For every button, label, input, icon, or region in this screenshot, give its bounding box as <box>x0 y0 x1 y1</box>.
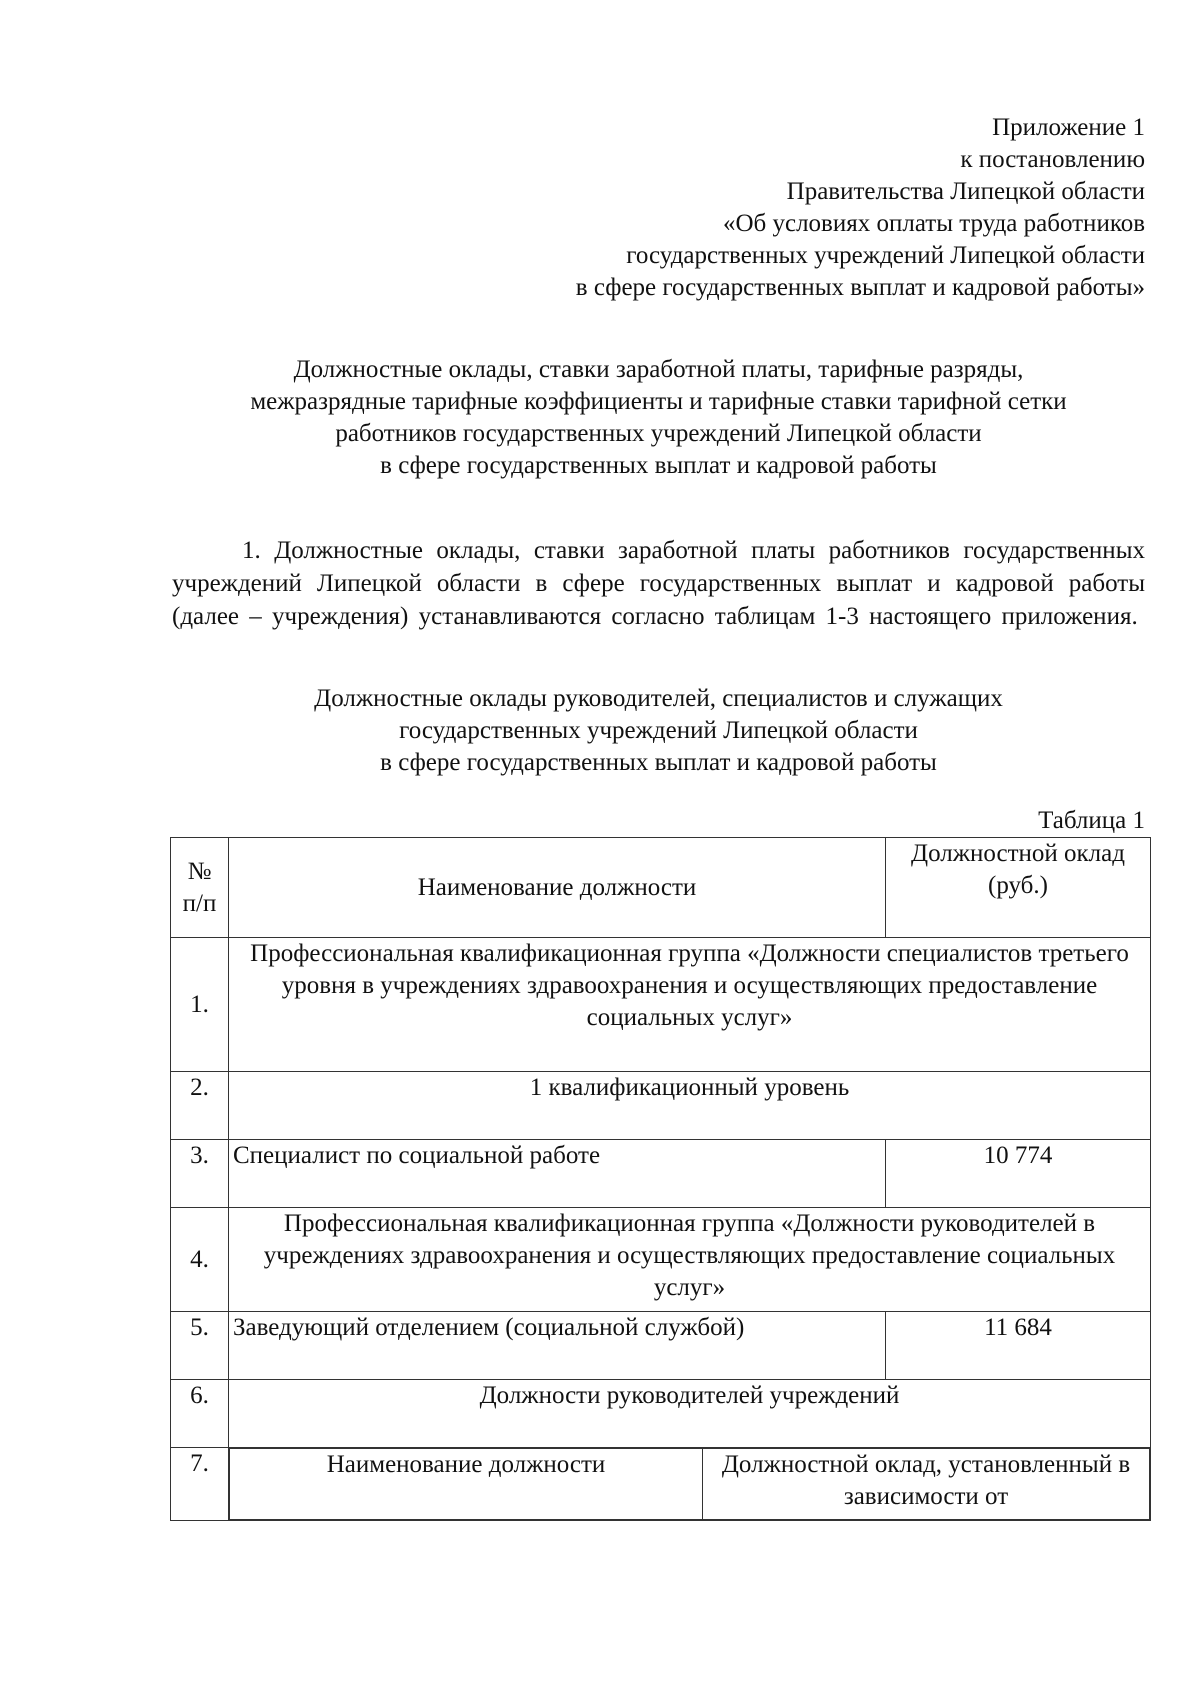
annex-line: в сфере государственных выплат и кадровой работы» <box>575 274 1145 301</box>
subheader-salary: Должностной оклад, установленный в зависимости от <box>703 1449 1150 1520</box>
table-row <box>171 1072 1151 1140</box>
group-title: Профессиональная квалификационная группа «Должности специалистов третьего уровня в учреждениях здравоохранения и осуществляющих предоставление социальных услуг» <box>229 938 1151 1072</box>
table-row <box>171 1140 1151 1208</box>
annex-header <box>172 112 1145 304</box>
table-caption: Таблица 1 <box>1038 807 1145 834</box>
header-name: Наименование должности <box>229 838 886 938</box>
annex-line: к постановлению <box>960 146 1145 173</box>
table-row <box>171 1448 1151 1521</box>
annex-line: государственных учреждений Липецкой области <box>626 242 1145 269</box>
salary-table <box>170 837 1151 1521</box>
subheader-name: Наименование должности <box>230 1449 703 1520</box>
table-row <box>171 938 1151 1072</box>
title-line: работников государственных учреждений Липецкой области <box>335 420 982 447</box>
row-num: 3. <box>171 1140 229 1208</box>
title-line: в сфере государственных выплат и кадровой работы <box>380 452 937 479</box>
row-num: 1. <box>171 938 229 1072</box>
row-num: 7. <box>171 1448 229 1521</box>
table-section-title <box>172 683 1145 779</box>
row-num: 4. <box>171 1208 229 1312</box>
annex-line: Правительства Липецкой области <box>786 178 1145 205</box>
subheader-inner <box>229 1448 1150 1520</box>
row-num: 6. <box>171 1380 229 1448</box>
document-page <box>172 112 1145 1521</box>
table-row <box>171 1312 1151 1380</box>
row-num: 5. <box>171 1312 229 1380</box>
title-line: Должностные оклады, ставки заработной платы, тарифные разряды, <box>293 356 1024 383</box>
subtitle-line: в сфере государственных выплат и кадровой работы <box>380 749 937 776</box>
annex-line: «Об условиях оплаты труда работников <box>722 210 1145 237</box>
table-row <box>171 1380 1151 1448</box>
level-title: 1 квалификационный уровень <box>229 1072 1151 1140</box>
table-row <box>171 1208 1151 1312</box>
salary-value: 10 774 <box>886 1140 1151 1208</box>
row-num: 2. <box>171 1072 229 1140</box>
document-title <box>172 354 1145 482</box>
group-title: Профессиональная квалификационная группа «Должности руководителей в учреждениях здравоохранения и осуществляющих предоставление социальных услуг» <box>229 1208 1151 1312</box>
annex-line: Приложение 1 <box>992 114 1145 141</box>
table-header-row <box>171 838 1151 938</box>
salary-value: 11 684 <box>886 1312 1151 1380</box>
position-name: Заведующий отделением (социальной службой) <box>229 1312 886 1380</box>
paragraph-1: 1. Должностные оклады, ставки заработной платы работников государственных учреждений Липецкой области в сфере государственных выплат и кадровой работы (далее – учреждения) устанавливаются согласно таблицам 1-3 настоящего приложения. <box>172 537 1145 630</box>
position-name: Специалист по социальной работе <box>229 1140 886 1208</box>
header-num: № п/п <box>171 838 229 938</box>
section-title: Должности руководителей учреждений <box>229 1380 1151 1448</box>
header-salary: Должностной оклад (руб.) <box>886 838 1151 938</box>
subtitle-line: Должностные оклады руководителей, специалистов и служащих <box>314 685 1003 712</box>
subheader-cell <box>229 1448 1151 1521</box>
title-line: межразрядные тарифные коэффициенты и тарифные ставки тарифной сетки <box>250 388 1067 415</box>
subtitle-line: государственных учреждений Липецкой области <box>399 717 918 744</box>
